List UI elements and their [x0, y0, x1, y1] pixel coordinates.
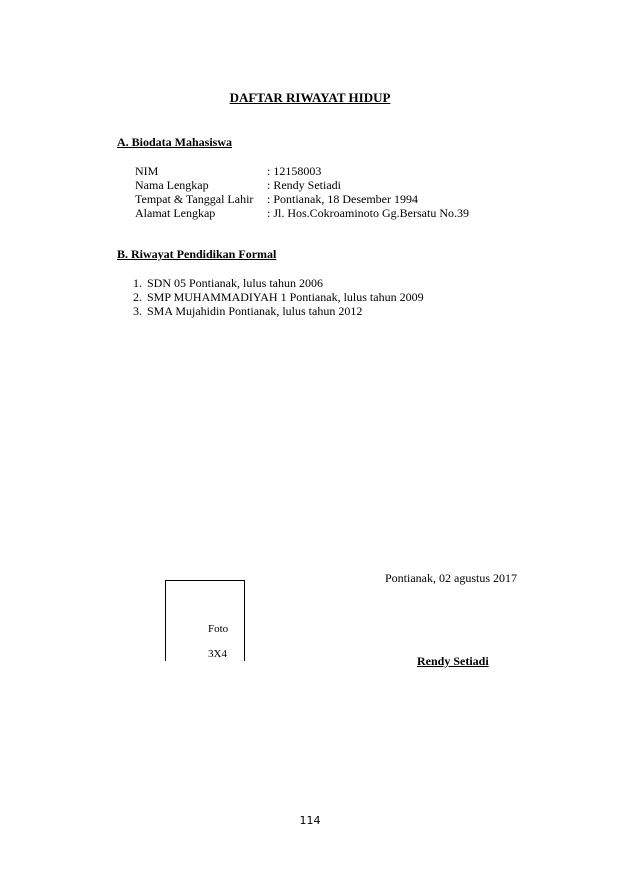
biodata-value: : Jl. Hos.Cokroaminoto Gg.Bersatu No.39	[267, 206, 469, 220]
biodata-label: NIM	[135, 164, 159, 178]
biodata-row-name	[135, 178, 341, 193]
list-number: 2.	[133, 290, 142, 304]
biodata-row-birth	[135, 192, 418, 207]
biodata-value: : Rendy Setiadi	[267, 178, 341, 192]
list-item	[133, 276, 323, 291]
section-b-heading: B. Riwayat Pendidikan Formal	[117, 247, 277, 261]
document-title: DAFTAR RIWAYAT HIDUP	[229, 90, 391, 105]
photo-size: 3X4	[208, 648, 227, 660]
biodata-label: Nama Lengkap	[135, 178, 209, 192]
signature-name: Rendy Setiadi	[417, 654, 489, 668]
biodata-row-nim	[135, 164, 321, 179]
list-text: SMA Mujahidin Pontianak, lulus tahun 2012	[147, 304, 363, 318]
list-item	[133, 290, 424, 305]
page-number: 114	[299, 814, 321, 827]
list-text: SMP MUHAMMADIYAH 1 Pontianak, lulus tahun 2009	[147, 290, 424, 304]
list-number: 1.	[133, 276, 142, 290]
biodata-row-address	[135, 206, 469, 221]
list-text: SDN 05 Pontianak, lulus tahun 2006	[147, 276, 323, 290]
signature-place-date: Pontianak, 02 agustus 2017	[385, 571, 517, 585]
biodata-value: : Pontianak, 18 Desember 1994	[267, 192, 418, 206]
photo-label: Foto	[208, 623, 229, 635]
biodata-value: : 12158003	[267, 164, 322, 178]
list-number: 3.	[133, 304, 142, 318]
list-item	[133, 304, 362, 319]
section-a-heading: A. Biodata Mahasiswa	[117, 135, 233, 149]
biodata-label: Alamat Lengkap	[135, 206, 216, 220]
biodata-label: Tempat & Tanggal Lahir	[135, 192, 254, 206]
photo-placeholder	[165, 580, 245, 661]
